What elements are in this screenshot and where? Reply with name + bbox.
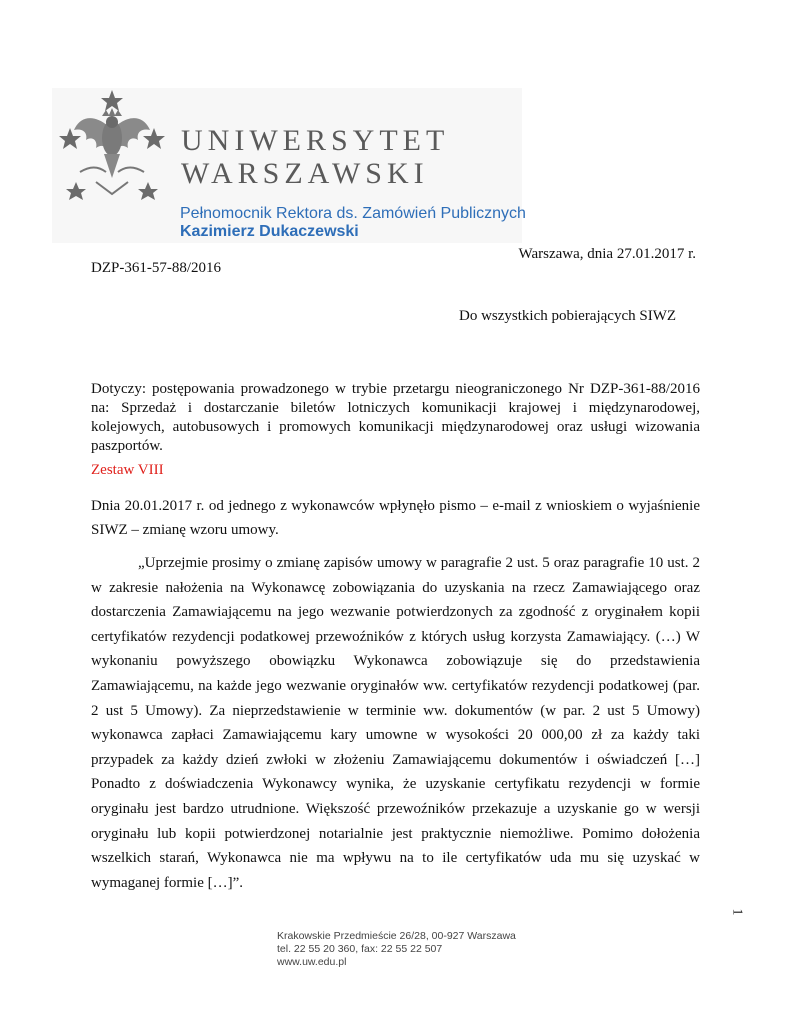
page-number: 1 [729,908,745,916]
university-name-line2: WARSZAWSKI [181,157,429,190]
subject-paragraph: Dotyczy: postępowania prowadzonego w trybie przetargu nieograniczonego Nr DZP-361-88/2016 na: Sprzedaż i dostarczanie biletów lotniczych komunikacji krajowej i międzynarodowej, kolejowych, autobusowych i promowych komunikacji międzynarodowej oraz usługi wizowania paszportów. [91,381,700,454]
set-title: Zestaw VIII [91,462,164,478]
footer-website[interactable]: www.uw.edu.pl [277,956,347,968]
representative-name: Kazimierz Dukaczewski [180,223,359,240]
footer-phone: tel. 22 55 20 360, fax: 22 55 22 507 [277,943,443,955]
addressee: Do wszystkich pobierających SIWZ [459,308,677,324]
university-name-line1: UNIWERSYTET [181,124,450,157]
representative-title: Pełnomocnik Rektora ds. Zamówień Publicznych [180,205,526,222]
footer [277,930,516,969]
university-eagle-logo [56,86,168,214]
quoted-request-paragraph: „Uprzejmie prosimy o zmianę zapisów umowy w paragrafie 2 ust. 5 oraz paragrafie 10 ust. 2 w zakresie nałożenia na Wykonawcę zobowiązania do uzyskania na rzecz Zamawiającego oraz dostarczenia Zamawiającemu na jego wezwanie potwierdzonych za zgodność z oryginałem kopii certyfikatów rezydencji podatkowej przewoźników z których usług korzysta Zamawiający. (…) W wykonaniu powyższego obowiązku Wykonawca zobowiązuje się do przedstawienia Zamawiającemu, na każde jego wezwanie oryginałów ww. certyfikatów rezydencji podatkowej (par. 2 ust 5 Umowy). Za nieprzedstawienie w terminie ww. dokumentów (w par. 2 ust 5 Umowy) wykonawca zapłaci Zamawiającemu kary umowne w wysokości 20 000,00 zł za każdy taki przypadek za każdy dzień zwłoki w złożeniu Zamawiającemu dokumentów i oświadczeń […] Ponadto z doświadczenia Wykonawcy wynika, że uzyskanie certyfikatu rezydencji w formie oryginału jest bardzo utrudnione. Większość przewoźników przekazuje a uzyskanie go w wersji oryginału lub kopii potwierdzonej notarialnie jest praktycznie niemożliwe. Pomimo dołożenia wszelkich starań, Wykonawca nie ma wpływu na to ile certyfikatów uda mu się uzyskać w wymaganej formie […]”. [91,555,700,891]
intro-paragraph: Dnia 20.01.2017 r. od jednego z wykonawców wpłynęło pismo – e-mail z wnioskiem o wyjaśnienie SIWZ – zmianę wzoru umowy. [91,498,700,538]
letter-date: Warszawa, dnia 27.01.2017 r. [518,246,696,262]
reference-number: DZP-361-57-88/2016 [91,260,221,276]
footer-address: Krakowskie Przedmieście 26/28, 00-927 Warszawa [277,930,516,942]
